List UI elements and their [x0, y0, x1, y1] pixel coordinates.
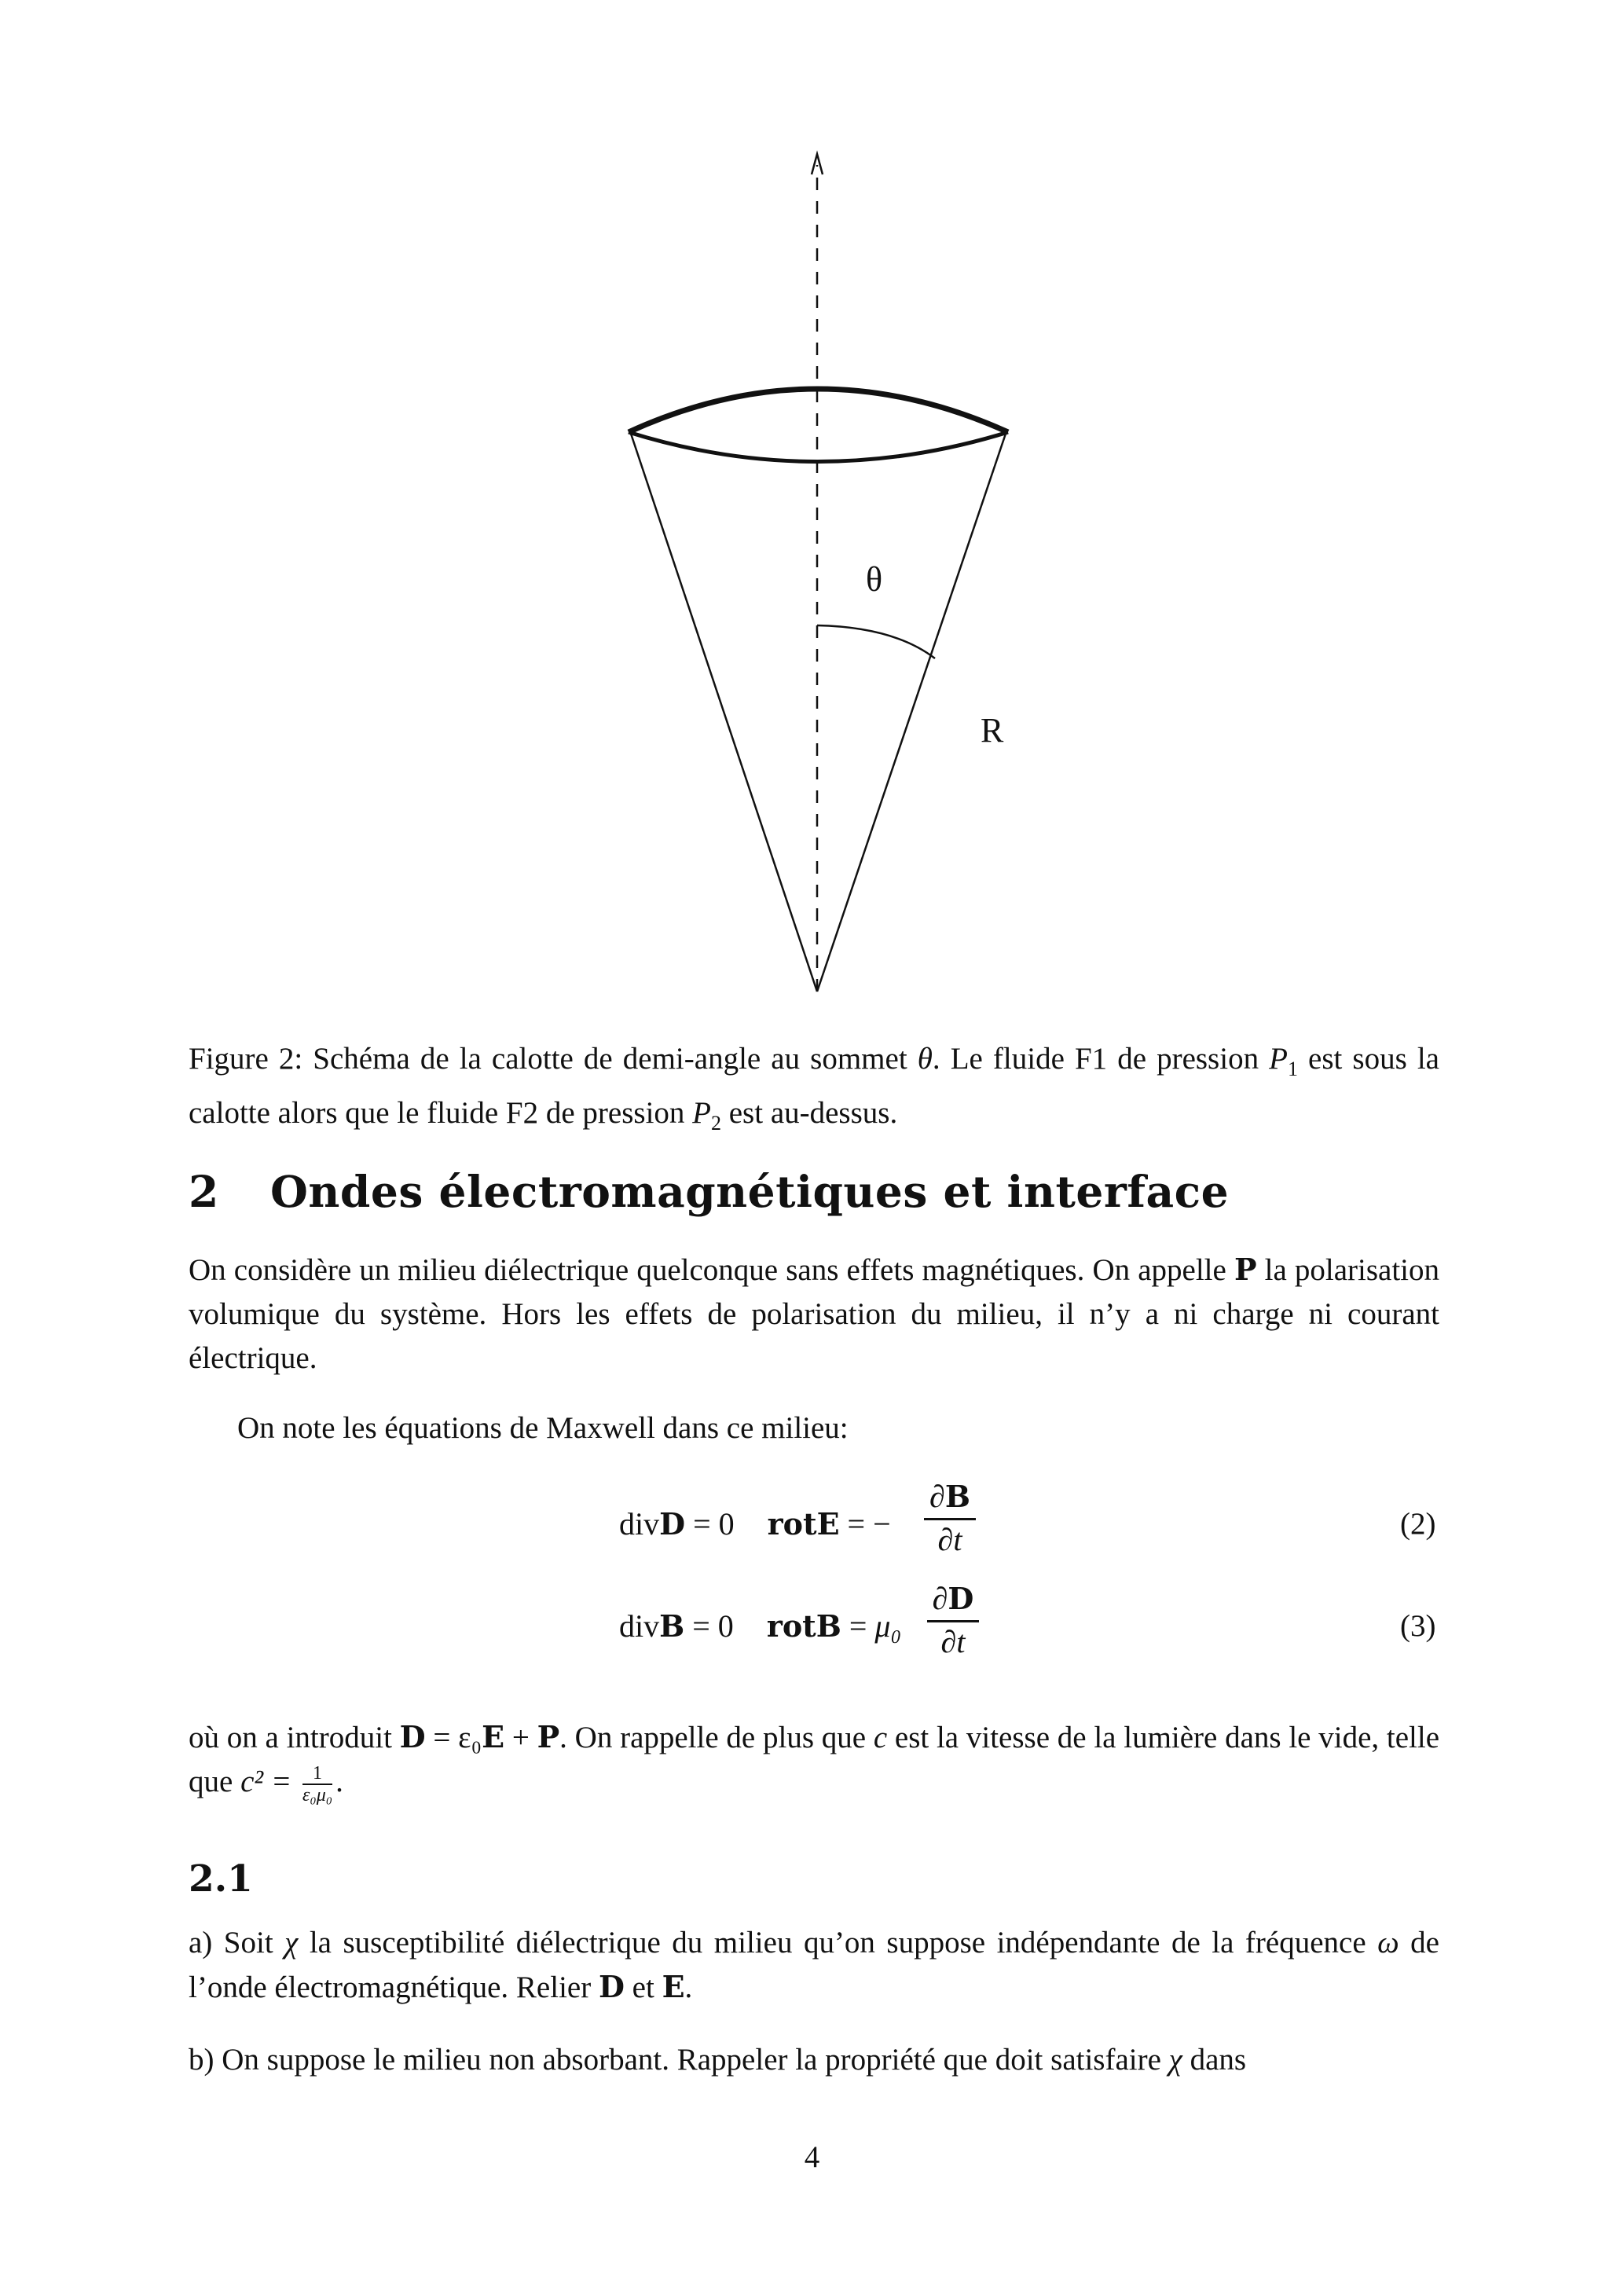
frac-num-vec: B	[944, 1479, 970, 1514]
fraction-bar	[927, 1620, 979, 1622]
caption-text: Figure 2: Schéma de la calotte de demi-angle au sommet	[189, 1042, 918, 1076]
definition-paragraph	[189, 1715, 1439, 1806]
paragraph-text: la polarisation volumique du système. Hors les effets de polarisation du milieu, il n’y a ni charge ni courant électrique.	[189, 1253, 1439, 1375]
frac-partial: ∂	[932, 1581, 948, 1616]
intro-paragraph	[189, 1248, 1439, 1380]
eq-rot: rot	[766, 1608, 816, 1644]
inline-fraction	[302, 1763, 332, 1806]
eq-vec: E	[816, 1506, 840, 1542]
vector-p: P	[537, 1719, 560, 1754]
caption-text: est sous la calotte alors que le fluide F2 de pression	[189, 1042, 1439, 1130]
inline-frac-num: 1	[302, 1763, 332, 1785]
caption-theta: θ	[917, 1042, 933, 1076]
angle-arc	[817, 625, 935, 658]
figure-caption	[189, 1037, 1439, 1146]
eq-eq: = −	[839, 1506, 891, 1542]
question-text: la susceptibilité diélectrique du milieu qu’on suppose indépendante de la fréquence	[298, 1926, 1378, 1960]
symbol-chi: χ	[1168, 2043, 1182, 2077]
question-text: dans	[1182, 2043, 1247, 2077]
vector-e: E	[662, 1969, 685, 2004]
section-title-text: Ondes électromagnétiques et interface	[270, 1166, 1230, 1217]
eq-vec: B	[816, 1608, 841, 1644]
fraction-bar	[924, 1518, 976, 1520]
caption-text: est au-dessus.	[721, 1095, 898, 1130]
radius-label: R	[981, 711, 1004, 750]
section-heading	[189, 1164, 1229, 1219]
eq-div: div	[619, 1506, 660, 1542]
paragraph-text: où on a introduit	[189, 1721, 400, 1754]
caption-p1: P	[1269, 1042, 1288, 1076]
cone-left-side	[631, 434, 817, 992]
figure-calotte-diagram	[0, 0, 1624, 1021]
subsection-heading: 2.1	[189, 1857, 253, 1901]
eq-rhs: = 0	[685, 1506, 735, 1542]
cone-right-side	[817, 434, 1006, 992]
paragraph-text: . On rappelle de plus que	[559, 1721, 874, 1754]
paragraph-text: On considère un milieu diélectrique quelconque sans effets magnétiques. On appelle	[189, 1253, 1234, 1287]
question-text: de l’onde électromagnétique. Relier	[189, 1926, 1439, 2004]
eq-eq: =	[841, 1608, 875, 1644]
equation-3-left	[619, 1608, 901, 1645]
equation-2-number: (2)	[1400, 1507, 1436, 1541]
question-text: b) On suppose le milieu non absorbant. Rappeler la propriété que doit satisfaire	[189, 2043, 1169, 2077]
question-text: .	[684, 1971, 693, 2004]
question-text: et	[624, 1971, 662, 2004]
vector-p: P	[1234, 1252, 1257, 1287]
frac-partial: ∂	[929, 1479, 945, 1514]
vector-d: D	[399, 1719, 426, 1754]
symbol-c: c	[873, 1721, 888, 1754]
equation-3-number: (3)	[1400, 1609, 1436, 1643]
vector-e: E	[482, 1719, 505, 1754]
symbol-chi: χ	[284, 1926, 299, 1960]
theta-label: θ	[866, 560, 883, 599]
cap-top-arc	[629, 389, 1008, 432]
question-text: a) Soit	[189, 1926, 285, 1960]
axis-arrowhead	[812, 154, 823, 174]
question-b	[189, 2038, 1439, 2082]
vector-d: D	[598, 1969, 625, 2004]
section-number: 2	[189, 1166, 219, 1217]
equation-2-fraction	[924, 1479, 976, 1558]
caption-p2-sub: 2	[711, 1111, 721, 1135]
paragraph-text: = ε₀	[425, 1721, 482, 1754]
eq-div: div	[619, 1608, 660, 1644]
eq-vec: B	[659, 1608, 685, 1644]
equation-3-fraction	[927, 1581, 979, 1660]
eq-coef-mu0: μ₀	[874, 1608, 902, 1644]
paragraph-text: est la vitesse de la lumière dans le vide, telle que	[189, 1721, 1440, 1798]
inline-frac-den: ε₀μ₀	[302, 1785, 333, 1806]
frac-den: ∂t	[940, 1624, 966, 1659]
eq-vec: D	[659, 1506, 686, 1542]
eq-rot: rot	[767, 1506, 817, 1542]
caption-p1-sub: 1	[1287, 1057, 1298, 1080]
page-number: 4	[804, 2140, 820, 2174]
equation-2-left	[619, 1505, 891, 1543]
paragraph-text: +	[504, 1721, 537, 1754]
frac-num-vec: D	[948, 1581, 974, 1616]
maxwell-intro: On note les équations de Maxwell dans ce milieu:	[237, 1411, 849, 1445]
question-a	[189, 1921, 1439, 2010]
caption-text: . Le fluide F1 de pression	[932, 1042, 1270, 1076]
caption-p2: P	[692, 1095, 711, 1130]
symbol-omega: ω	[1377, 1926, 1399, 1960]
paragraph-text: .	[335, 1765, 343, 1798]
eq-rhs: = 0	[684, 1608, 734, 1644]
cap-bottom-arc	[629, 432, 1008, 462]
frac-den: ∂t	[937, 1522, 962, 1557]
c-squared: c² =	[240, 1765, 299, 1798]
